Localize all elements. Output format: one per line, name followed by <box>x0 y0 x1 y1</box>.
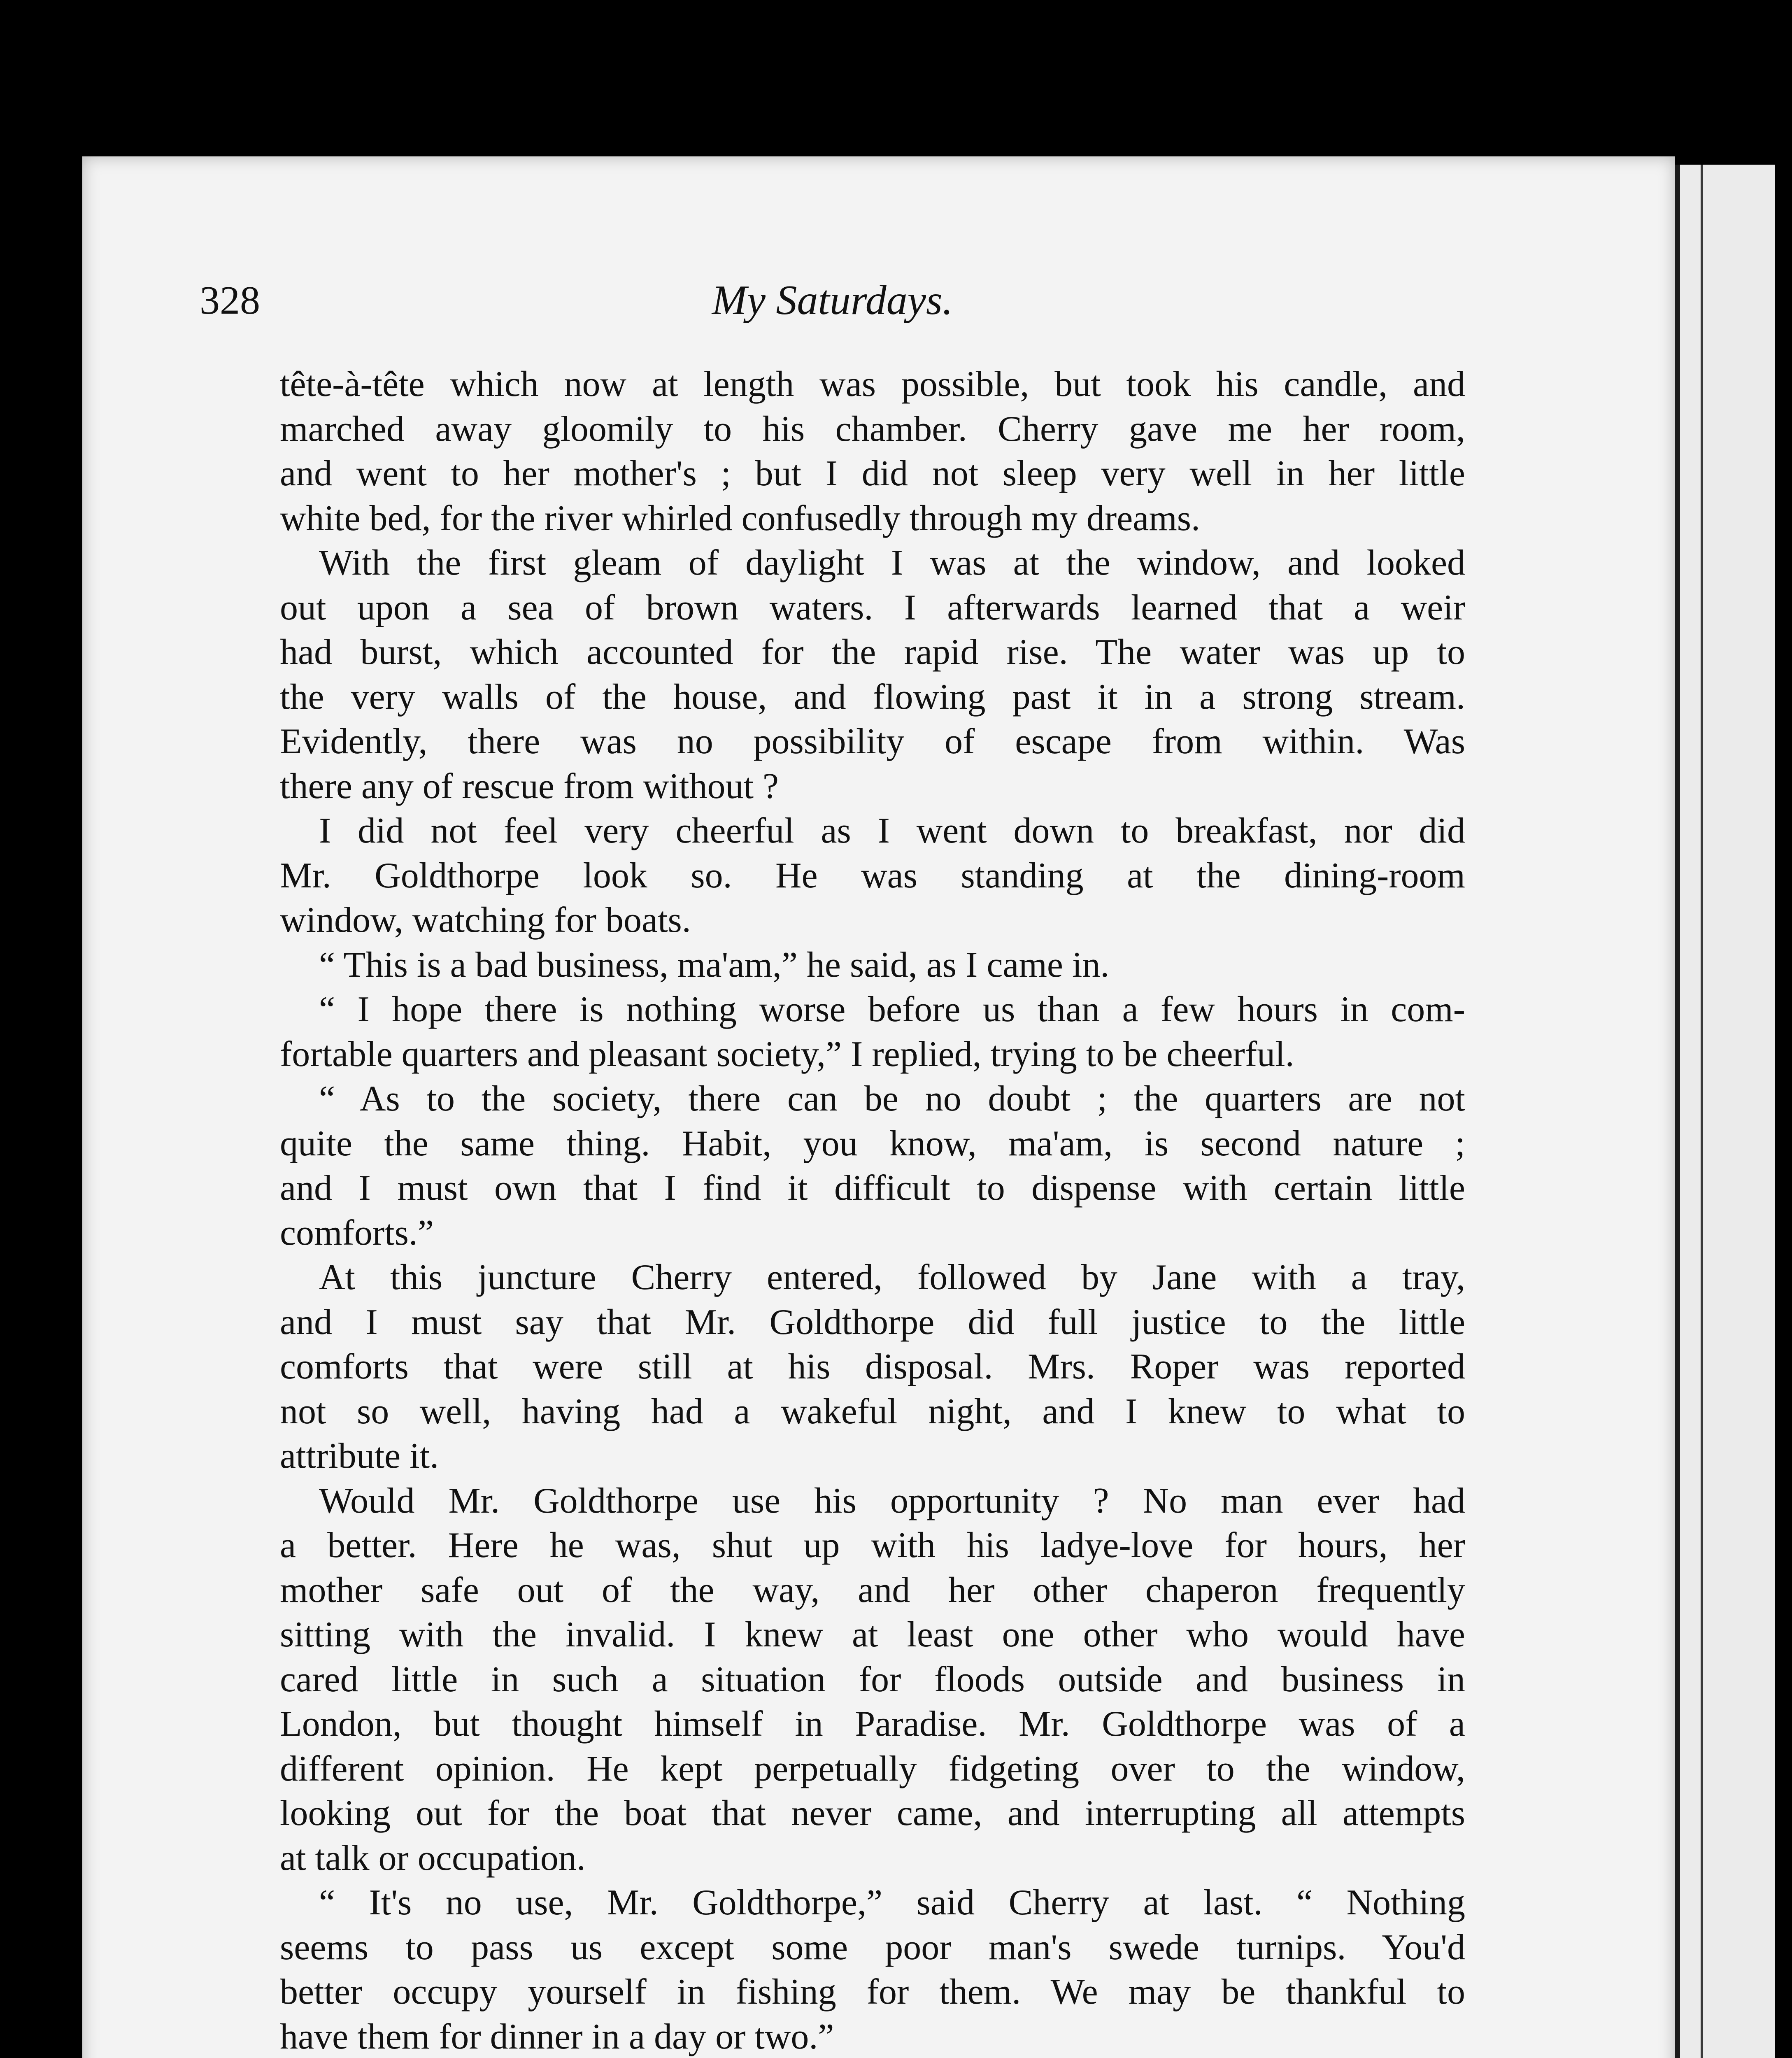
text-line: there any of rescue from without ? <box>280 766 779 806</box>
text-line: marched away gloomily to his chamber. Cherry gave me her room, <box>280 409 1465 449</box>
text-line: not so well, having had a wakeful night, and I knew to what to <box>280 1391 1465 1432</box>
text-line: and I must own that I find it difficult to dispense with certain little <box>280 1168 1465 1208</box>
text-line: At this juncture Cherry entered, followed by Jane with a tray, <box>319 1257 1465 1297</box>
text-line: the very walls of the house, and flowing past it in a strong stream. <box>280 677 1465 717</box>
text-line: looking out for the boat that never came, and interrupting all attempts <box>280 1793 1465 1833</box>
paragraph <box>280 987 1465 1077</box>
text-line: “ This is a bad business, ma'am,” he said, as I came in. <box>319 945 1110 985</box>
text-line: Evidently, there was no possibility of escape from within. Was <box>280 722 1465 761</box>
text-line: and went to her mother's ; but I did not sleep very well in her little <box>280 454 1465 494</box>
page-header <box>200 268 1465 333</box>
text-line: mother safe out of the way, and her other chaperon frequently <box>280 1570 1465 1610</box>
text-line: a better. Here he was, shut up with his ladye-love for hours, her <box>280 1525 1465 1565</box>
text-line: With the first gleam of daylight I was at the window, and looked <box>319 543 1465 583</box>
text-line: seems to pass us except some poor man's swede turnips. You'd <box>280 1927 1465 1967</box>
text-line: Would Mr. Goldthorpe use his opportunity ? No man ever had <box>319 1481 1465 1521</box>
paragraph <box>280 1077 1465 1255</box>
running-title: My Saturdays. <box>712 277 953 324</box>
text-line: at talk or occupation. <box>280 1838 586 1878</box>
text-line: tête-à-tête which now at length was possible, but took his candle, and <box>280 364 1465 404</box>
paragraph <box>280 1255 1465 1479</box>
body-text <box>280 362 1465 2058</box>
text-line: white bed, for the river whirled confusedly through my dreams. <box>280 498 1201 538</box>
text-line: and I must say that Mr. Goldthorpe did full justice to the little <box>280 1302 1465 1342</box>
text-line: fortable quarters and pleasant society,” I replied, trying to be cheerful. <box>280 1034 1294 1074</box>
paragraph <box>280 1479 1465 1881</box>
text-line: quite the same thing. Habit, you know, ma'am, is second nature ; <box>280 1123 1465 1164</box>
paragraph <box>280 362 1465 541</box>
paragraph <box>280 541 1465 809</box>
text-line: comforts that were still at his disposal. Mrs. Roper was reported <box>280 1347 1465 1387</box>
text-line: Mr. Goldthorpe look so. He was standing at the dining-room <box>280 855 1465 896</box>
page-number: 328 <box>200 278 260 323</box>
paragraph <box>280 943 1465 988</box>
text-line: “ It's no use, Mr. Goldthorpe,” said Cherry at last. “ Nothing <box>319 1883 1465 1923</box>
paragraph <box>280 809 1465 943</box>
text-line: London, but thought himself in Paradise. Mr. Goldthorpe was of a <box>280 1704 1465 1744</box>
text-line: better occupy yourself in fishing for them. We may be thankful to <box>280 1972 1465 2012</box>
text-line: had burst, which accounted for the rapid rise. The water was up to <box>280 632 1465 672</box>
page-gutter-line <box>1701 165 1703 2058</box>
text-line: I did not feel very cheerful as I went down to breakfast, nor did <box>319 811 1465 851</box>
text-line: out upon a sea of brown waters. I afterwards learned that a weir <box>280 587 1465 628</box>
text-line: “ I hope there is nothing worse before us than a few hours in com- <box>319 989 1465 1029</box>
text-line: have them for dinner in a day or two.” <box>280 2016 834 2057</box>
text-line: sitting with the invalid. I knew at least one other who would have <box>280 1615 1465 1655</box>
text-line: comforts.” <box>280 1213 434 1253</box>
text-line: “ As to the society, there can be no doubt ; the quarters are not <box>319 1079 1465 1119</box>
text-line: attribute it. <box>280 1436 439 1476</box>
text-line: different opinion. He kept perpetually fidgeting over to the window, <box>280 1748 1465 1789</box>
facing-page-edge <box>1675 165 1775 2058</box>
text-line: cared little in such a situation for floods outside and business in <box>280 1659 1465 1699</box>
paragraph <box>280 1881 1465 2058</box>
text-line: window, watching for boats. <box>280 900 691 940</box>
